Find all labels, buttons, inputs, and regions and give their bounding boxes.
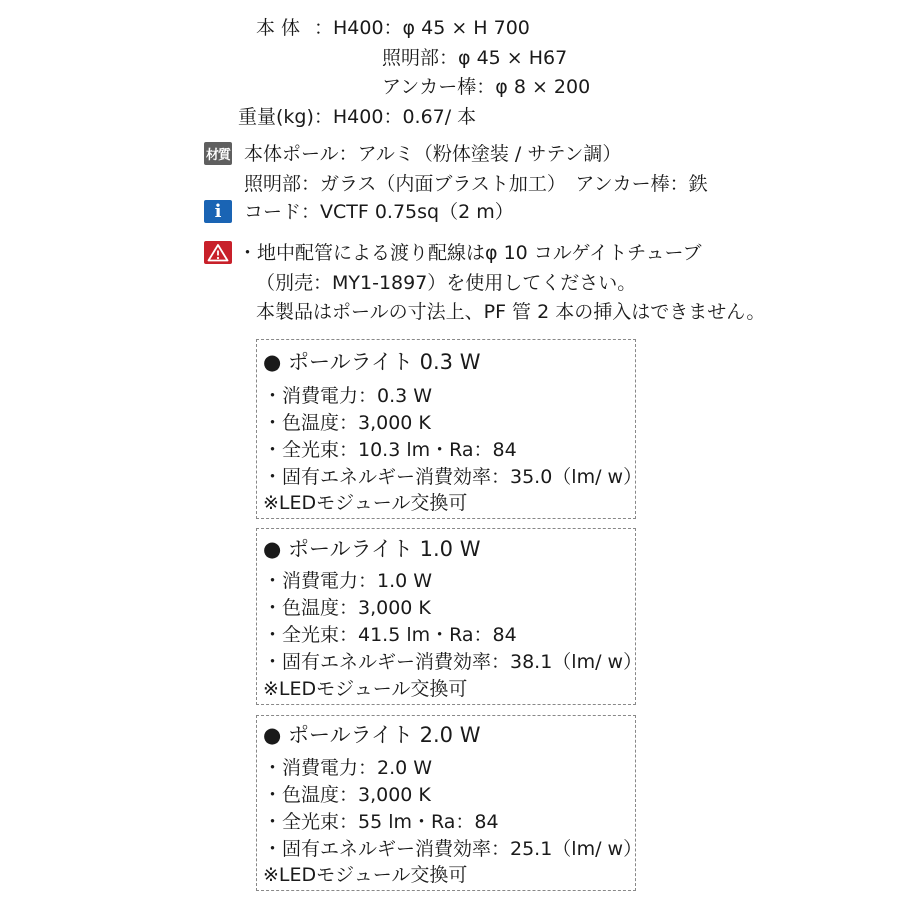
color-temperature: ・色温度：3,000 K [263,784,431,806]
lighting-size: 照明部：φ 45 × H67 [382,47,568,69]
material-line-2: 照明部：ガラス（内面ブラスト加工） アンカー棒：鉄 [244,173,708,195]
warning-icon [204,241,232,264]
energy-efficiency: ・固有エネルギー消費効率：38.1（lm/ w） [263,651,643,673]
power-consumption: ・消費電力：2.0 W [263,757,433,779]
product-box-2-0w [256,715,643,891]
luminous-flux: ・全光束：41.5 lm・Ra：84 [263,624,517,646]
product-box-1-0w [256,528,643,705]
anchor-size: アンカー棒：φ 8 × 200 [382,76,591,98]
led-module-note: ※LEDモジュール交換可 [263,678,468,700]
product-title: ● ポールライト 0.3 W [263,350,481,374]
body-size-value: ：H400：φ 45 × H 700 [314,17,530,39]
led-module-note: ※LEDモジュール交換可 [263,492,468,514]
material-line-1: 本体ポール：アルミ（粉体塗装 / サテン調） [244,143,622,165]
color-temperature: ・色温度：3,000 K [263,412,431,434]
product-title: ● ポールライト 1.0 W [263,537,481,561]
body-size-label: 本 体 [256,17,301,39]
code-line: コード：VCTF 0.75sq（2 m） [244,201,514,223]
luminous-flux: ・全光束：10.3 lm・Ra：84 [263,439,517,461]
weight: 重量(kg)：H400：0.67/ 本 [238,106,477,128]
warning-line-2: （別売：MY1-1897）を使用してください。 [256,272,637,294]
color-temperature: ・色温度：3,000 K [263,597,431,619]
energy-efficiency: ・固有エネルギー消費効率：25.1（lm/ w） [263,838,643,860]
luminous-flux: ・全光束：55 lm・Ra：84 [263,811,499,833]
product-box-0-3w [256,339,643,519]
product-title: ● ポールライト 2.0 W [263,723,481,747]
power-consumption: ・消費電力：1.0 W [263,570,433,592]
warning-line-1: ・地中配管による渡り配線はφ 10 コルゲイトチューブ [238,242,702,264]
power-consumption: ・消費電力：0.3 W [263,385,433,407]
energy-efficiency: ・固有エネルギー消費効率：35.0（lm/ w） [263,466,643,488]
material-icon: 材質 [204,142,232,165]
info-icon: i [204,200,232,223]
led-module-note: ※LEDモジュール交換可 [263,864,468,886]
warning-line-3: 本製品はポールの寸法上、PF 管 2 本の挿入はできません。 [256,301,766,323]
